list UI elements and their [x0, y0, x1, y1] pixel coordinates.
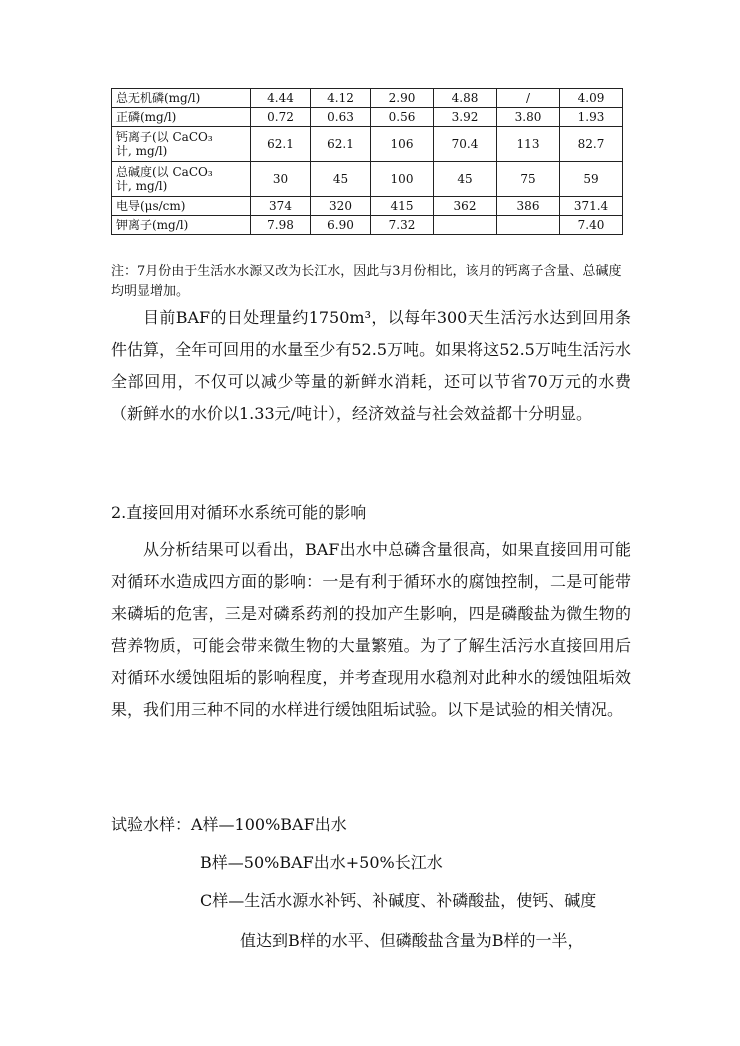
row-label: 电导(μs/cm): [112, 197, 251, 216]
cell: 45: [434, 162, 497, 197]
cell: 374: [251, 197, 311, 216]
cell: 62.1: [251, 127, 311, 162]
cell: 4.44: [251, 89, 311, 108]
cell: 113: [497, 127, 560, 162]
water-quality-table: [111, 88, 623, 235]
paragraph-water-savings: 目前BAF的日处理量约1750m³，以每年300天生活污水达到回用条件估算，全年可回用的水量至少有52.5万吨。如果将这52.5万吨生活污水全部回用，不仅可以减少等量的新鲜水消耗，还可以节省70万元的水费（新鲜水的水价以1.33元/吨计），经济效益与社会效益都十分明显。: [111, 308, 631, 423]
table-row: [112, 89, 623, 108]
row-label: 正磷(mg/l): [112, 108, 251, 127]
table-note: 注：7月份由于生活水水源又改为长江水，因此与3月份相比，该月的钙离子含量、总碱度均明显增加。: [111, 264, 622, 299]
cell: [497, 216, 560, 235]
cell: 45: [311, 162, 371, 197]
cell: 4.12: [311, 89, 371, 108]
cell: 0.72: [251, 108, 311, 127]
sample-a-line: 试验水样：A样—100%BAF出水: [111, 815, 347, 834]
sample-b-line: B样—50%BAF出水+50%长江水: [200, 853, 443, 872]
cell: [434, 216, 497, 235]
cell: 62.1: [311, 127, 371, 162]
table-row: [112, 216, 623, 235]
table-row: [112, 197, 623, 216]
sample-c-line2: 值达到B样的水平、但磷酸盐含量为B样的一半，: [240, 931, 584, 950]
row-label-line1: 总碱度(以 CaCO₃: [116, 165, 213, 179]
table-row: [112, 162, 623, 197]
cell: 7.98: [251, 216, 311, 235]
row-label-line1: 钙离子(以 CaCO₃: [116, 130, 213, 144]
table-row: [112, 127, 623, 162]
table-row: [112, 108, 623, 127]
cell: 3.80: [497, 108, 560, 127]
cell: 386: [497, 197, 560, 216]
cell: 415: [371, 197, 434, 216]
cell: 59: [560, 162, 623, 197]
cell: 3.92: [434, 108, 497, 127]
row-label: [112, 127, 251, 162]
row-label-line2: 计, mg/l): [116, 144, 168, 158]
cell: 82.7: [560, 127, 623, 162]
cell: 30: [251, 162, 311, 197]
paragraph-impact-analysis: 从分析结果可以看出，BAF出水中总磷含量很高，如果直接回用可能对循环水造成四方面的影响：一是有利于循环水的腐蚀控制，二是可能带来磷垢的危害，三是对磷系药剂的投加产生影响，四是磷酸盐为微生物的营养物质，可能会带来微生物的大量繁殖。为了了解生活污水直接回用后对循环水缓蚀阻垢的影响程度，并考查现用水稳剂对此种水的缓蚀阻垢效果，我们用三种不同的水样进行缓蚀阻垢试验。以下是试验的相关情况。: [111, 540, 631, 719]
cell: 362: [434, 197, 497, 216]
cell: 75: [497, 162, 560, 197]
row-label: [112, 162, 251, 197]
cell: 7.32: [371, 216, 434, 235]
cell: 0.63: [311, 108, 371, 127]
row-label: 钾离子(mg/l): [112, 216, 251, 235]
cell: /: [497, 89, 560, 108]
cell: 320: [311, 197, 371, 216]
cell: 6.90: [311, 216, 371, 235]
cell: 70.4: [434, 127, 497, 162]
cell: 4.88: [434, 89, 497, 108]
row-label-line2: 计, mg/l): [116, 179, 168, 193]
cell: 1.93: [560, 108, 623, 127]
cell: 2.90: [371, 89, 434, 108]
cell: 0.56: [371, 108, 434, 127]
cell: 7.40: [560, 216, 623, 235]
cell: 371.4: [560, 197, 623, 216]
row-label: 总无机磷(mg/l): [112, 89, 251, 108]
section-heading: 2.直接回用对循环水系统可能的影响: [111, 503, 367, 522]
cell: 4.09: [560, 89, 623, 108]
cell: 106: [371, 127, 434, 162]
cell: 100: [371, 162, 434, 197]
sample-c-line1: C样—生活水源水补钙、补碱度、补磷酸盐，使钙、碱度: [200, 891, 597, 910]
